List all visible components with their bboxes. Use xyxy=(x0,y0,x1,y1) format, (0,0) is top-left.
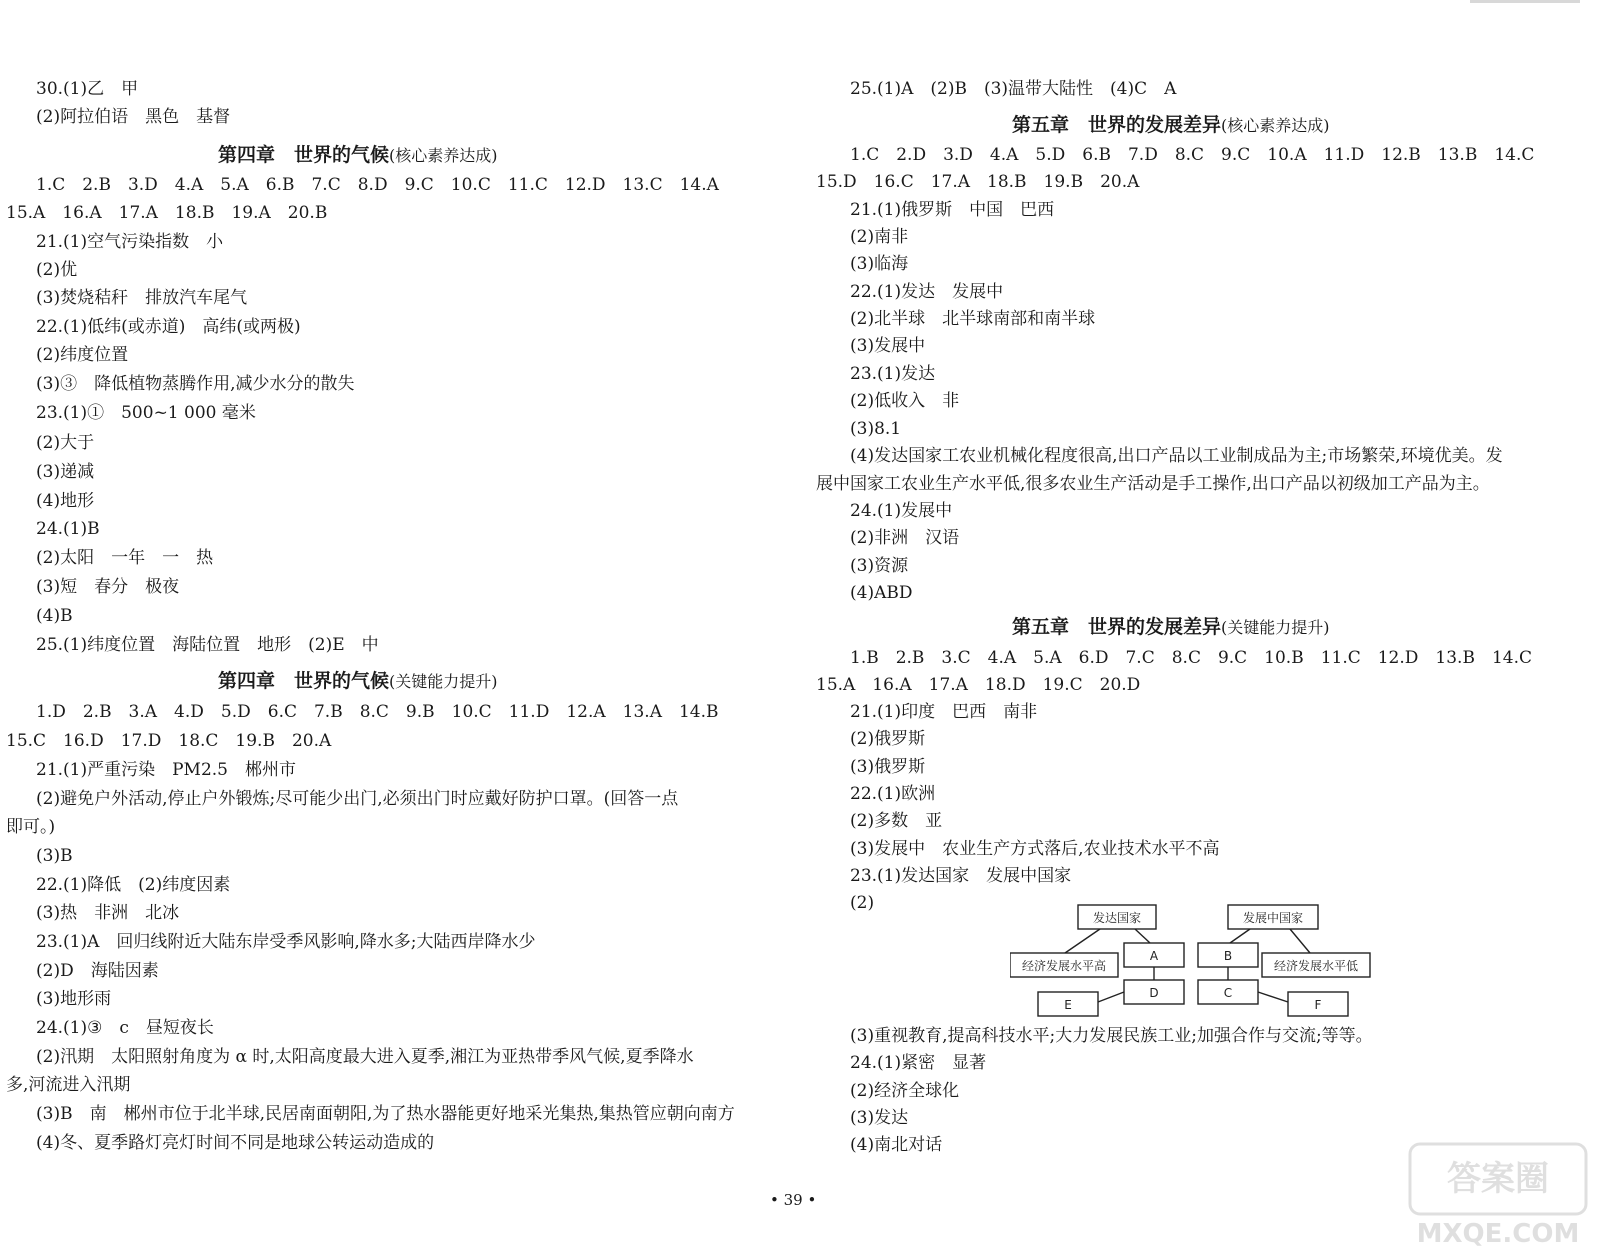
right-line: (2)多数 亚 xyxy=(850,811,943,831)
top-edge-mark xyxy=(1470,0,1580,3)
right-line: (2)北半球 北半球南部和南半球 xyxy=(850,309,1096,329)
label-developing: 发展中国家 xyxy=(1242,911,1304,925)
development-diagram xyxy=(1010,900,1380,1020)
right-line: 展中国家工农业生产水平低,很多农业生产活动是手工操作,出口产品以初级加工产品为主。 xyxy=(816,474,1490,494)
page-number: • 39 • xyxy=(770,1191,817,1209)
left-line: 1.D 2.B 3.A 4.D 5.D 6.C 7.B 8.C 9.B 10.C 11.D 12.A 13.A 14.B xyxy=(36,702,719,722)
left-line: (4)地形 xyxy=(36,491,95,511)
right-line: (2)南非 xyxy=(850,227,909,247)
left-line: (3)地形雨 xyxy=(36,989,112,1009)
label-d: D xyxy=(1149,986,1159,1000)
chapter4-title-core: 第四章 世界的气候(核心素养达成) xyxy=(218,144,498,166)
right-line: (2)低收入 非 xyxy=(850,391,960,411)
right-line: (4)发达国家工农业机械化程度很高,出口产品以工业制成品为主;市场繁荣,环境优美。发 xyxy=(850,446,1503,466)
right-line: 1.C 2.D 3.D 4.A 5.D 6.B 7.D 8.C 9.C 10.A 11.D 12.B 13.B 14.C xyxy=(850,145,1535,165)
left-line: (3)B 南 郴州市位于北半球,民居南面朝阳,为了热水器能更好地采光集热,集热管应朝向南方 xyxy=(36,1104,735,1124)
label-a: A xyxy=(1149,949,1159,963)
right-line: (3)发展中 农业生产方式落后,农业技术水平不高 xyxy=(850,839,1220,859)
left-line: 多,河流进入汛期 xyxy=(6,1075,131,1095)
right-line: 22.(1)欧洲 xyxy=(850,784,936,804)
right-line: 15.A 16.A 17.A 18.D 19.C 20.D xyxy=(816,675,1141,695)
svg-text:答案圈: 答案圈 xyxy=(1447,1159,1549,1199)
right-line: (3)重视教育,提高科技水平;大力发展民族工业;加强合作与交流;等等。 xyxy=(850,1026,1373,1046)
left-line: (3)热 非洲 北冰 xyxy=(36,903,180,923)
left-line: (3)B xyxy=(36,846,73,866)
right-line: (2)经济全球化 xyxy=(850,1081,960,1101)
right-line: 23.(1)发达 xyxy=(850,364,936,384)
right-line: 22.(1)发达 发展中 xyxy=(850,282,1004,302)
right-line: 23.(1)发达国家 发展中国家 xyxy=(850,866,1072,886)
chapter4-title-key: 第四章 世界的气候(关键能力提升) xyxy=(218,670,498,692)
left-line: (2)纬度位置 xyxy=(36,345,129,365)
left-line: 1.C 2.B 3.D 4.A 5.A 6.B 7.C 8.D 9.C 10.C 11.C 12.D 13.C 14.A xyxy=(36,175,719,195)
svg-text:MXQE.COM: MXQE.COM xyxy=(1416,1219,1580,1249)
left-line: (4)冬、夏季路灯亮灯时间不同是地球公转运动造成的 xyxy=(36,1133,435,1153)
left-line: 23.(1)A 回归线附近大陆东岸受季风影响,降水多;大陆西岸降水少 xyxy=(36,932,536,952)
left-line: (2)汛期 太阳照射角度为 α 时,太阳高度最大进入夏季,湘江为亚热带季风气候,夏季降水 xyxy=(36,1047,694,1067)
left-line: 30.(1)乙 甲 xyxy=(36,79,139,99)
label-high: 经济发展水平高 xyxy=(1021,959,1107,973)
right-line: 24.(1)紧密 显著 xyxy=(850,1053,987,1073)
left-line: 22.(1)降低 (2)纬度因素 xyxy=(36,875,231,895)
left-line: 21.(1)严重污染 PM2.5 郴州市 xyxy=(36,760,296,780)
right-line: (3)资源 xyxy=(850,556,909,576)
right-line: (3)发达 xyxy=(850,1108,909,1128)
left-line: (3)焚烧秸秆 排放汽车尾气 xyxy=(36,288,248,308)
right-line: 24.(1)发展中 xyxy=(850,501,953,521)
left-line: 15.A 16.A 17.A 18.B 19.A 20.B xyxy=(6,203,328,223)
right-line: (3)发展中 xyxy=(850,336,926,356)
left-line: 22.(1)低纬(或赤道) 高纬(或两极) xyxy=(36,317,301,337)
right-line: 1.B 2.B 3.C 4.A 5.A 6.D 7.C 8.C 9.C 10.B 11.C 12.D 13.B 14.C xyxy=(850,648,1532,668)
left-line: (2)D 海陆因素 xyxy=(36,961,159,981)
right-line: (2)俄罗斯 xyxy=(850,729,926,749)
left-line: (2)阿拉伯语 黑色 基督 xyxy=(36,107,231,127)
left-line: 21.(1)空气污染指数 小 xyxy=(36,232,224,252)
right-line: (2)非洲 汉语 xyxy=(850,528,960,548)
label-e: E xyxy=(1064,998,1072,1012)
label-low: 经济发展水平低 xyxy=(1273,959,1359,973)
right-line: (3)俄罗斯 xyxy=(850,757,926,777)
right-line: 15.D 16.C 17.A 18.B 19.B 20.A xyxy=(816,172,1140,192)
chapter5-title-key: 第五章 世界的发展差异(关键能力提升) xyxy=(1012,616,1330,638)
left-line: 即可。) xyxy=(6,817,56,837)
right-line: 25.(1)A (2)B (3)温带大陆性 (4)C A xyxy=(850,79,1177,99)
label-f: F xyxy=(1314,998,1322,1012)
left-line: (4)B xyxy=(36,606,73,626)
left-line: (2)太阳 一年 一 热 xyxy=(36,548,214,568)
right-line: (4)南北对话 xyxy=(850,1135,943,1155)
left-line: 24.(1)B xyxy=(36,519,100,539)
right-line: (2) xyxy=(850,893,875,913)
left-line: 24.(1)③ c 昼短夜长 xyxy=(36,1018,214,1038)
right-line: 21.(1)印度 巴西 南非 xyxy=(850,702,1038,722)
watermark-logo xyxy=(1408,1142,1588,1252)
label-c: C xyxy=(1223,986,1233,1000)
left-line: (3)短 春分 极夜 xyxy=(36,577,180,597)
left-line: (3)③ 降低植物蒸腾作用,减少水分的散失 xyxy=(36,374,355,394)
right-line: (3)临海 xyxy=(850,254,909,274)
left-line: (2)避免户外活动,停止户外锻炼;尽可能少出门,必须出门时应戴好防护口罩。(回答一点 xyxy=(36,789,679,809)
label-b: B xyxy=(1223,949,1233,963)
left-line: (2)优 xyxy=(36,260,78,280)
left-line: 25.(1)纬度位置 海陆位置 地形 (2)E 中 xyxy=(36,635,379,655)
left-line: (3)递减 xyxy=(36,462,95,482)
right-line: (3)8.1 xyxy=(850,419,902,439)
label-developed: 发达国家 xyxy=(1092,911,1142,925)
chapter5-title-core: 第五章 世界的发展差异(核心素养达成) xyxy=(1012,114,1330,136)
left-line: 15.C 16.D 17.D 18.C 19.B 20.A xyxy=(6,731,332,751)
left-line: 23.(1)① 500~1 000 毫米 xyxy=(36,403,256,423)
left-line: (2)大于 xyxy=(36,433,95,453)
right-line: 21.(1)俄罗斯 中国 巴西 xyxy=(850,200,1055,220)
right-line: (4)ABD xyxy=(850,583,913,603)
